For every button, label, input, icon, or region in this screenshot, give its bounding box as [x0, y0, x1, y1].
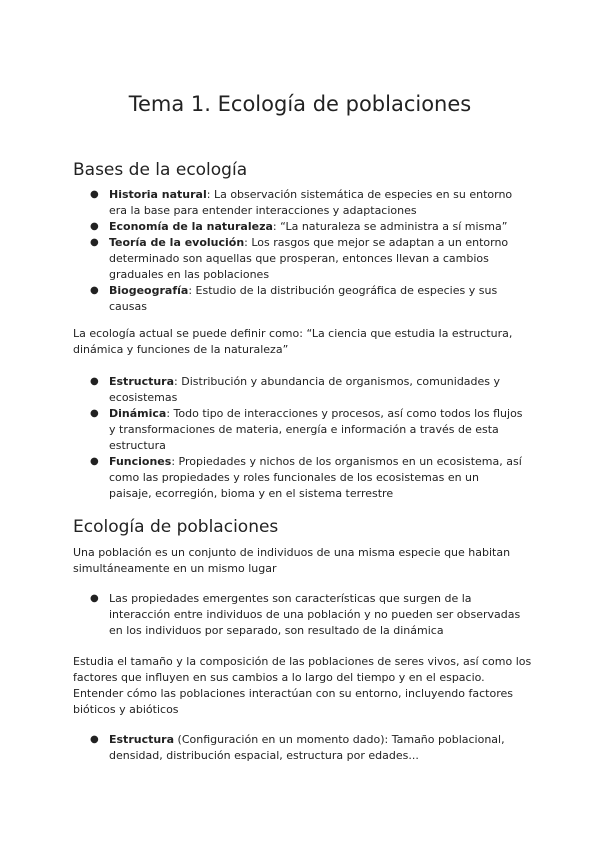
bullet-term: Biogeografía	[109, 284, 189, 297]
emergent-properties-list	[0, 591, 525, 639]
population-study-paragraph: Estudia el tamaño y la composición de las poblaciones de seres vivos, así como los factores que influyen en sus cambios a lo largo del tiempo y en el espacio. Entender cómo las poblaciones interactúan con su entorno, incluyendo factores bióticos y abióticos	[73, 655, 532, 716]
ecology-aspects-list	[0, 374, 525, 502]
bullet-icon: ●	[90, 408, 99, 419]
list-item	[0, 283, 520, 315]
list-item	[0, 406, 525, 454]
bullet-text: : “La naturaleza se administra a sí misma”	[272, 220, 508, 233]
bullet-icon: ●	[90, 593, 99, 604]
bullet-text: Las propiedades emergentes son características que surgen de la interacción entre individuos de una población y no pueden ser observadas en los individuos por separado, son resultado de la dinámica	[109, 592, 521, 637]
page-title: Tema 1. Ecología de poblaciones	[128, 92, 472, 116]
section-heading-poblaciones: Ecología de poblaciones	[73, 517, 279, 537]
bullet-term: Teoría de la evolución	[109, 236, 245, 249]
bullet-term: Dinámica	[109, 407, 167, 420]
list-item	[0, 374, 525, 406]
bullet-term: Estructura	[109, 375, 175, 388]
list-item	[0, 454, 525, 502]
list-item	[0, 591, 525, 639]
bullet-icon: ●	[90, 734, 99, 745]
ecology-definition: La ecología actual se puede definir como: “La ciencia que estudia la estructura, dinámica y funciones de la naturaleza”	[73, 327, 513, 356]
bases-bullet-list	[0, 187, 520, 315]
list-item	[0, 732, 520, 764]
list-item	[0, 235, 520, 283]
bullet-term: Economía de la naturaleza	[109, 220, 273, 233]
bullet-term: Estructura	[109, 733, 175, 746]
bullet-text: : Los rasgos que mejor se adaptan a un entorno determinado son aquellas que prosperan, entonces llevan a cambios graduales en las poblaciones	[109, 236, 509, 281]
population-structure-list	[0, 732, 520, 764]
bullet-term: Historia natural	[109, 188, 207, 201]
bullet-text: : Estudio de la distribución geográfica de especies y sus causas	[109, 284, 498, 313]
bullet-text: : Todo tipo de interacciones y procesos, así como todos los flujos y transformaciones de materia, energía e información a través de esta estructura	[109, 407, 523, 452]
bullet-icon: ●	[90, 189, 99, 200]
bullet-text: (Configuración en un momento dado): Tamaño poblacional, densidad, distribución espacial, estructura por edades...	[109, 733, 505, 762]
bullet-term: Funciones	[109, 455, 172, 468]
list-item	[0, 219, 520, 235]
bullet-icon: ●	[90, 376, 99, 387]
bullet-icon: ●	[90, 221, 99, 232]
bullet-text: : Propiedades y nichos de los organismos en un ecosistema, así como las propiedades y roles funcionales de los ecosistemas en un paisaje, ecorregión, bioma y en el sistema terrestre	[109, 455, 522, 500]
bullet-icon: ●	[90, 285, 99, 296]
bullet-text: : La observación sistemática de especies en su entorno era la base para entender interacciones y adaptaciones	[109, 188, 513, 217]
population-definition: Una población es un conjunto de individuos de una misma especie que habitan simultáneamente en un mismo lugar	[73, 546, 511, 575]
list-item	[0, 187, 520, 219]
bullet-text: : Distribución y abundancia de organismos, comunidades y ecosistemas	[109, 375, 501, 404]
section-heading-bases: Bases de la ecología	[73, 160, 248, 180]
bullet-icon: ●	[90, 237, 99, 248]
bullet-icon: ●	[90, 456, 99, 467]
